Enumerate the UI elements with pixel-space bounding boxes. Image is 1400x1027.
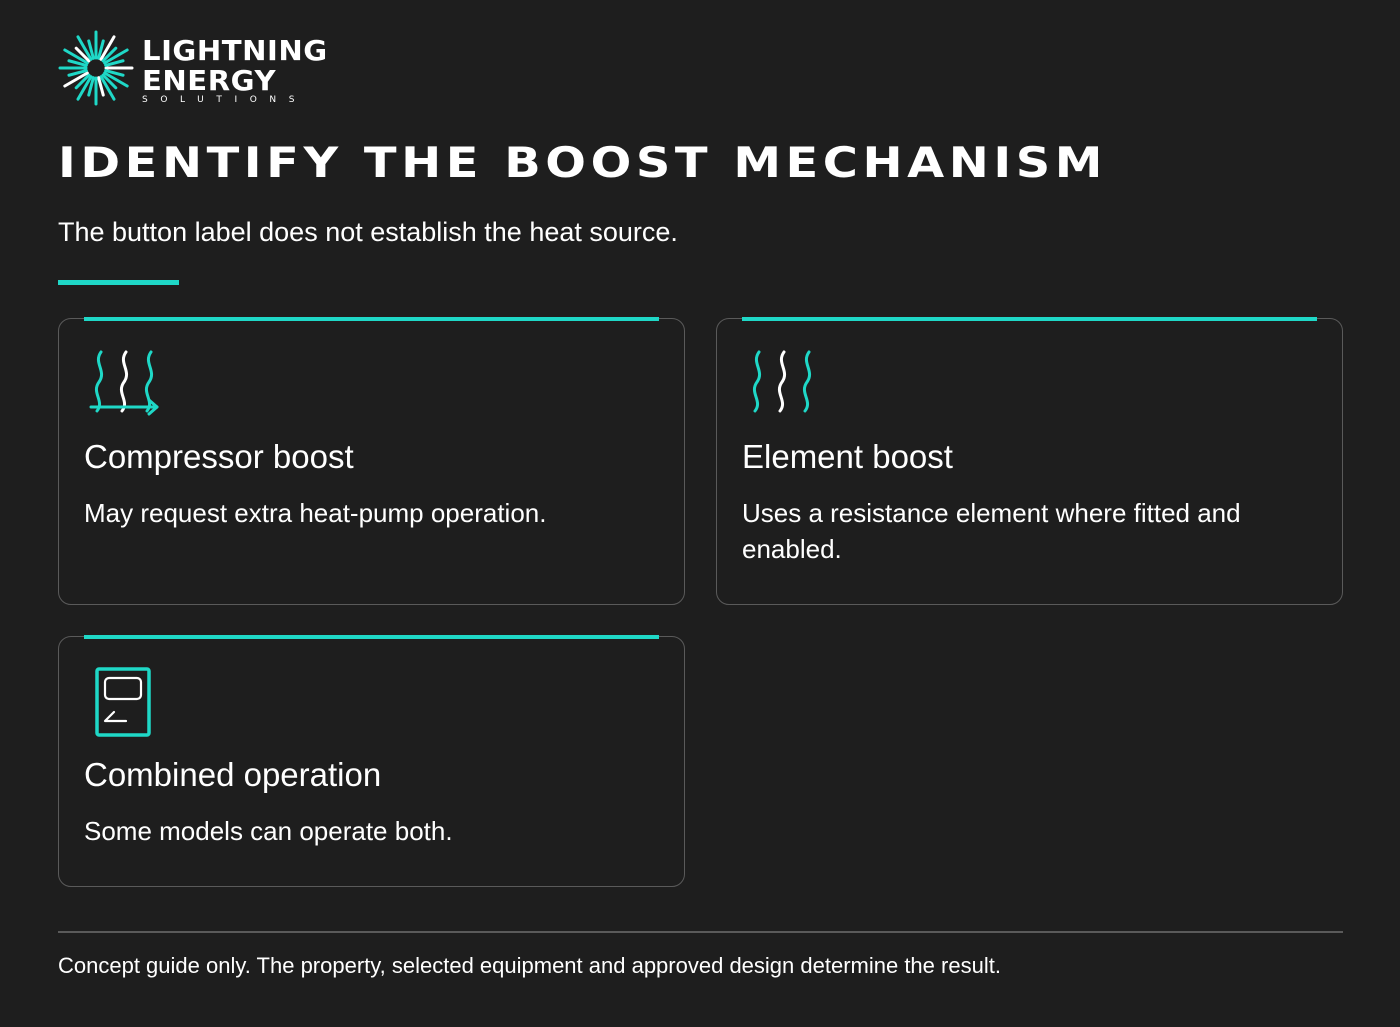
card-accent-bar (742, 317, 1317, 321)
accent-divider (58, 280, 179, 285)
brand-wordmark (142, 34, 328, 105)
brand-name-line1: LIGHTNING (142, 34, 328, 67)
brand-name-line2: ENERGY (142, 64, 277, 97)
footer-divider (58, 931, 1343, 933)
card-description: Some models can operate both. (84, 816, 453, 846)
brand-tagline: SOLUTIONS (142, 95, 308, 105)
brand-logo (58, 30, 328, 108)
card-title: Element boost (742, 438, 953, 475)
card-combined-operation (58, 636, 685, 887)
card-accent-bar (84, 635, 659, 639)
page-title: IDENTIFY THE BOOST MECHANISM (58, 138, 1107, 187)
footer-disclaimer: Concept guide only. The property, selected equipment and approved design determine the result. (58, 953, 1001, 978)
card-description: Uses a resistance element where fitted and enabled. (742, 498, 1241, 564)
card-title: Compressor boost (84, 438, 354, 475)
card-compressor-boost (58, 318, 685, 605)
card-description: May request extra heat-pump operation. (84, 498, 547, 528)
card-element-boost (716, 318, 1343, 605)
sunburst-icon (58, 30, 134, 106)
card-accent-bar (84, 317, 659, 321)
heat-waves-arrow-icon (85, 349, 165, 419)
page-subtitle: The button label does not establish the heat source. (58, 217, 678, 247)
heat-waves-icon (743, 349, 823, 419)
control-panel-icon (85, 667, 165, 737)
card-title: Combined operation (84, 756, 382, 793)
